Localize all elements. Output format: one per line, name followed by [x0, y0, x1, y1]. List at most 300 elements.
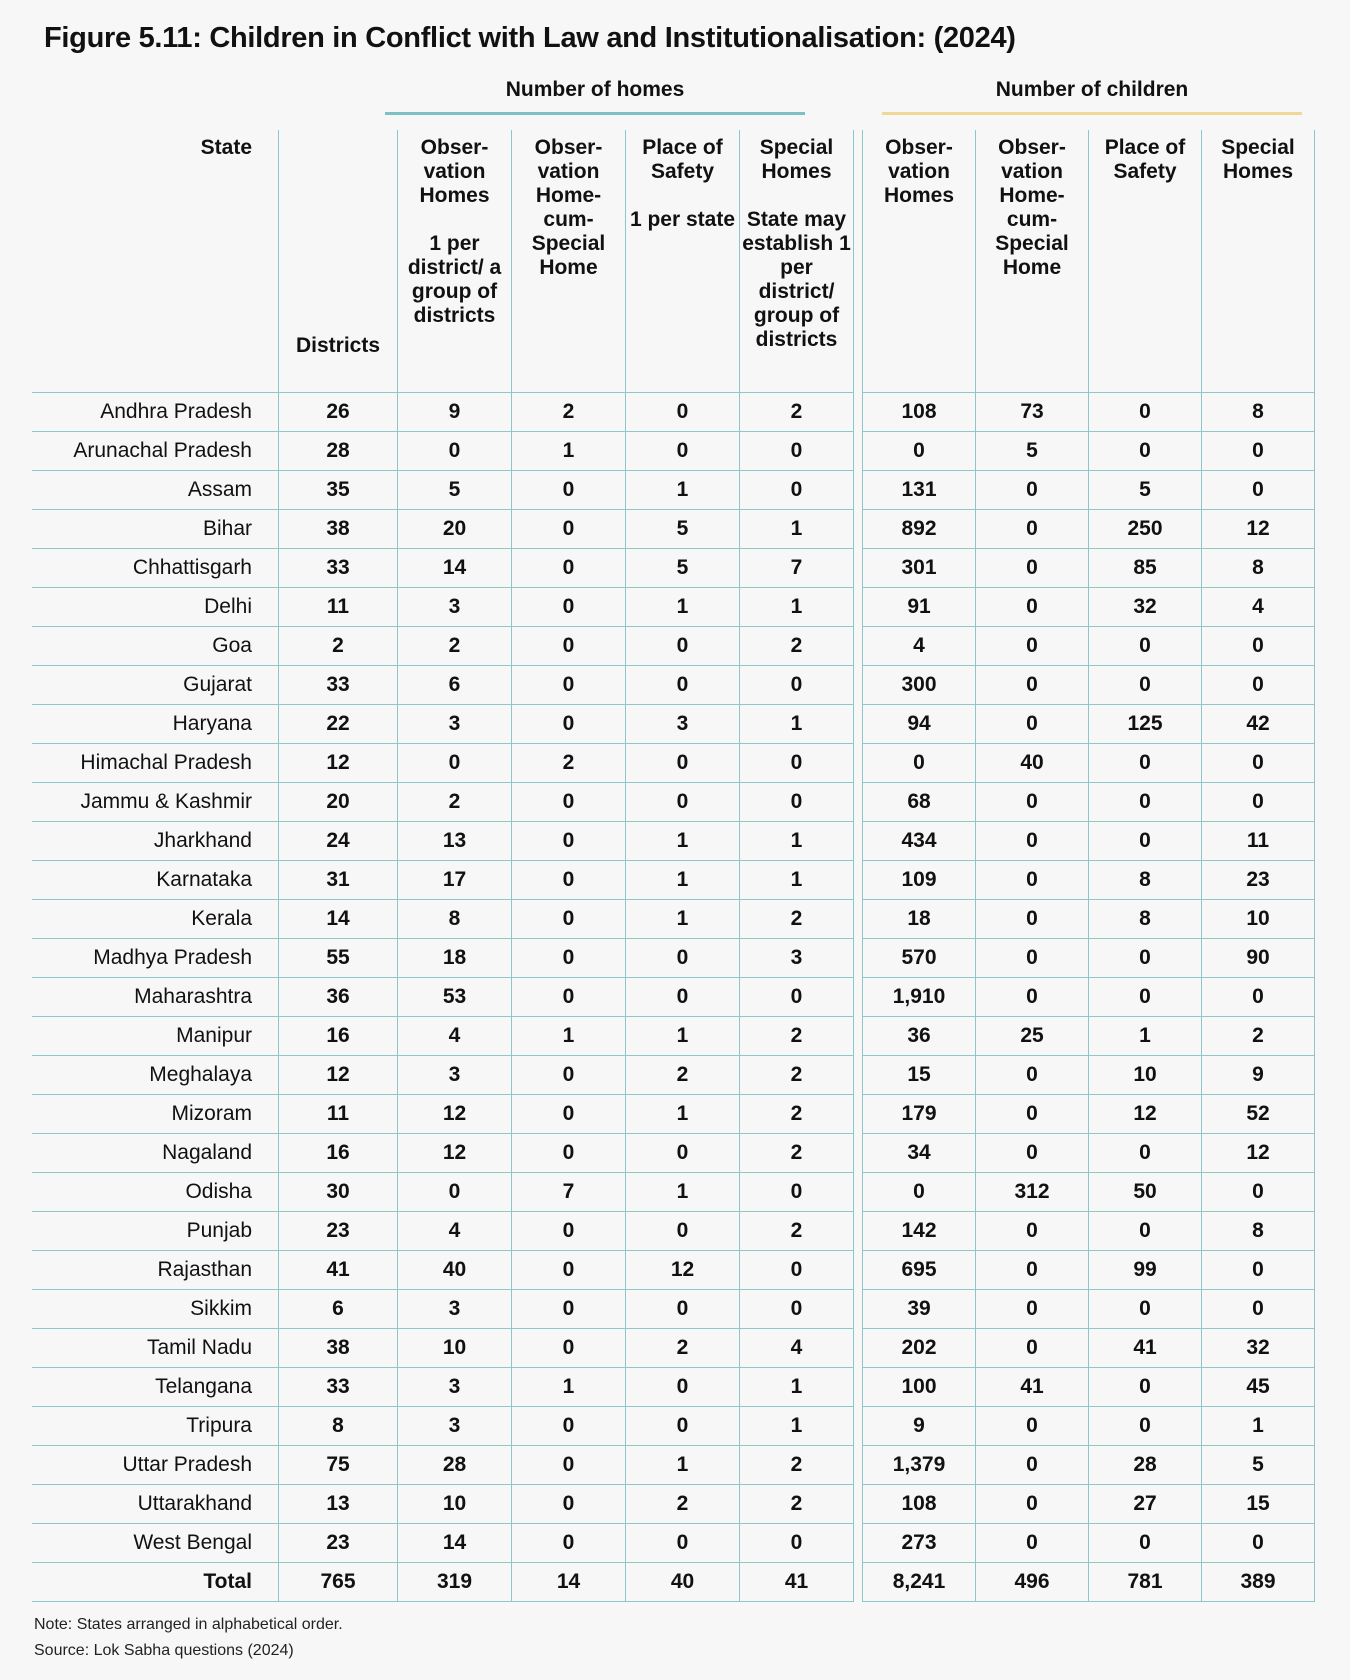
value-cell: 14 [398, 548, 512, 587]
value-cell: 0 [740, 1250, 854, 1289]
value-cell: 0 [512, 1094, 626, 1133]
value-cell: 0 [976, 1133, 1089, 1172]
value-cell: 9 [1202, 1055, 1315, 1094]
table-row [863, 665, 1315, 704]
value-cell: 0 [1089, 431, 1202, 470]
value-cell: 2 [626, 1484, 740, 1523]
value-cell: 0 [1202, 470, 1315, 509]
column-header-children-observation-cum-special: Obser-vation Home-cum-Special Home [976, 130, 1089, 392]
table-row [32, 1367, 854, 1406]
value-cell: 0 [626, 782, 740, 821]
state-name-cell: Delhi [32, 587, 279, 626]
value-cell: 40 [626, 1562, 740, 1601]
value-cell: 15 [863, 1055, 976, 1094]
column-sub: State may establish 1 per district/ group of districts [742, 208, 851, 351]
value-cell: 5 [1089, 470, 1202, 509]
value-cell: 2 [512, 392, 626, 431]
value-cell: 0 [1202, 431, 1315, 470]
value-cell: 0 [512, 1406, 626, 1445]
table-row [863, 1094, 1315, 1133]
column-name: Place of Safety [642, 136, 723, 183]
value-cell: 0 [398, 431, 512, 470]
value-cell: 695 [863, 1250, 976, 1289]
value-cell: 0 [512, 860, 626, 899]
table-row [863, 1406, 1315, 1445]
column-header-children-special: Special Homes [1202, 130, 1315, 392]
table-row [32, 665, 854, 704]
value-cell: 0 [626, 938, 740, 977]
children-table-body [863, 392, 1315, 1601]
value-cell: 8 [1089, 899, 1202, 938]
value-cell: 0 [512, 626, 626, 665]
column-header-children-place-of-safety: Place of Safety [1089, 130, 1202, 392]
value-cell: 1 [512, 1016, 626, 1055]
value-cell: 1 [626, 1016, 740, 1055]
value-cell: 1 [512, 1367, 626, 1406]
value-cell: 0 [512, 704, 626, 743]
value-cell: 0 [976, 899, 1089, 938]
value-cell: 1 [626, 470, 740, 509]
value-cell: 0 [740, 665, 854, 704]
column-name: Obser-vation Home-cum-Special Home [531, 136, 606, 279]
value-cell: 2 [740, 1055, 854, 1094]
value-cell: 4 [740, 1328, 854, 1367]
column-name: Obser-vation Homes [419, 136, 490, 207]
value-cell: 0 [512, 470, 626, 509]
table-row [32, 743, 854, 782]
value-cell: 8 [279, 1406, 398, 1445]
value-cell: 0 [512, 899, 626, 938]
value-cell: 389 [1202, 1562, 1315, 1601]
value-cell: 300 [863, 665, 976, 704]
value-cell: 31 [279, 860, 398, 899]
value-cell: 3 [398, 587, 512, 626]
value-cell: 1 [626, 1172, 740, 1211]
state-name-cell: Assam [32, 470, 279, 509]
value-cell: 0 [863, 1172, 976, 1211]
value-cell: 0 [512, 1289, 626, 1328]
value-cell: 0 [626, 1133, 740, 1172]
state-name-cell: Rajasthan [32, 1250, 279, 1289]
value-cell: 6 [279, 1289, 398, 1328]
value-cell: 0 [1202, 743, 1315, 782]
table-row [32, 821, 854, 860]
value-cell: 15 [1202, 1484, 1315, 1523]
value-cell: 10 [398, 1484, 512, 1523]
value-cell: 17 [398, 860, 512, 899]
value-cell: 14 [279, 899, 398, 938]
table-row [863, 899, 1315, 938]
value-cell: 3 [398, 1406, 512, 1445]
value-cell: 2 [740, 1133, 854, 1172]
state-name-cell: Haryana [32, 704, 279, 743]
table-row [863, 1289, 1315, 1328]
table-row [32, 1211, 854, 1250]
value-cell: 0 [976, 1094, 1089, 1133]
table-row [32, 1484, 854, 1523]
value-cell: 3 [398, 1055, 512, 1094]
homes-table [32, 130, 854, 1602]
value-cell: 0 [626, 626, 740, 665]
value-cell: 108 [863, 392, 976, 431]
value-cell: 20 [279, 782, 398, 821]
value-cell: 8 [1089, 860, 1202, 899]
value-cell: 0 [740, 977, 854, 1016]
state-name-cell: Gujarat [32, 665, 279, 704]
value-cell: 11 [1202, 821, 1315, 860]
value-cell: 0 [512, 1523, 626, 1562]
value-cell: 23 [279, 1523, 398, 1562]
value-cell: 7 [512, 1172, 626, 1211]
value-cell: 125 [1089, 704, 1202, 743]
value-cell: 11 [279, 587, 398, 626]
table-row [863, 431, 1315, 470]
value-cell: 5 [398, 470, 512, 509]
value-cell: 13 [279, 1484, 398, 1523]
value-cell: 3 [740, 938, 854, 977]
table-row [32, 1016, 854, 1055]
value-cell: 1 [626, 1094, 740, 1133]
value-cell: 0 [740, 1289, 854, 1328]
value-cell: 50 [1089, 1172, 1202, 1211]
value-cell: 32 [1202, 1328, 1315, 1367]
state-name-cell: West Bengal [32, 1523, 279, 1562]
value-cell: 42 [1202, 704, 1315, 743]
value-cell: 28 [398, 1445, 512, 1484]
value-cell: 34 [863, 1133, 976, 1172]
value-cell: 12 [398, 1133, 512, 1172]
value-cell: 41 [1089, 1328, 1202, 1367]
value-cell: 0 [976, 704, 1089, 743]
value-cell: 0 [512, 665, 626, 704]
value-cell: 20 [398, 509, 512, 548]
state-name-cell: Odisha [32, 1172, 279, 1211]
table-row [863, 587, 1315, 626]
value-cell: 73 [976, 392, 1089, 431]
table-row [863, 1367, 1315, 1406]
value-cell: 0 [740, 1523, 854, 1562]
value-cell: 2 [1202, 1016, 1315, 1055]
value-cell: 0 [863, 431, 976, 470]
table-row [32, 860, 854, 899]
value-cell: 2 [740, 1094, 854, 1133]
value-cell: 0 [1089, 743, 1202, 782]
children-accent-line [882, 112, 1302, 115]
value-cell: 0 [512, 509, 626, 548]
value-cell: 1 [1202, 1406, 1315, 1445]
value-cell: 1 [626, 860, 740, 899]
value-cell: 12 [1202, 1133, 1315, 1172]
state-name-cell: Maharashtra [32, 977, 279, 1016]
state-name-cell: Bihar [32, 509, 279, 548]
value-cell: 0 [1089, 1523, 1202, 1562]
value-cell: 0 [512, 977, 626, 1016]
table-row [32, 1328, 854, 1367]
column-header-children-observation: Obser-vation Homes [863, 130, 976, 392]
value-cell: 108 [863, 1484, 976, 1523]
value-cell: 250 [1089, 509, 1202, 548]
value-cell: 4 [398, 1211, 512, 1250]
value-cell: 781 [1089, 1562, 1202, 1601]
value-cell: 0 [512, 1250, 626, 1289]
value-cell: 85 [1089, 548, 1202, 587]
value-cell: 570 [863, 938, 976, 977]
table-row [863, 548, 1315, 587]
value-cell: 0 [512, 1484, 626, 1523]
value-cell: 8 [398, 899, 512, 938]
table-row [863, 1133, 1315, 1172]
value-cell: 0 [1089, 1133, 1202, 1172]
value-cell: 38 [279, 509, 398, 548]
column-sub: 1 per district/ a group of districts [407, 232, 502, 327]
value-cell: 33 [279, 665, 398, 704]
value-cell: 9 [398, 392, 512, 431]
state-name-cell: Total [32, 1562, 279, 1601]
value-cell: 0 [626, 1289, 740, 1328]
value-cell: 4 [863, 626, 976, 665]
value-cell: 0 [976, 1328, 1089, 1367]
table-row [32, 977, 854, 1016]
state-name-cell: Karnataka [32, 860, 279, 899]
value-cell: 36 [279, 977, 398, 1016]
column-sub: 1 per state [629, 208, 736, 231]
value-cell: 5 [626, 548, 740, 587]
value-cell: 0 [1202, 977, 1315, 1016]
value-cell: 202 [863, 1328, 976, 1367]
value-cell: 179 [863, 1094, 976, 1133]
state-name-cell: Meghalaya [32, 1055, 279, 1094]
value-cell: 10 [1089, 1055, 1202, 1094]
value-cell: 0 [976, 548, 1089, 587]
value-cell: 0 [976, 821, 1089, 860]
value-cell: 0 [976, 470, 1089, 509]
value-cell: 0 [976, 977, 1089, 1016]
value-cell: 100 [863, 1367, 976, 1406]
table-row [863, 1211, 1315, 1250]
value-cell: 0 [1089, 821, 1202, 860]
group-header-children-label: Number of children [995, 78, 1189, 101]
value-cell: 0 [626, 977, 740, 1016]
table-row [32, 1172, 854, 1211]
table-row [32, 1445, 854, 1484]
table-row [863, 743, 1315, 782]
table-row [32, 899, 854, 938]
table-row [863, 977, 1315, 1016]
figure-title: Figure 5.11: Children in Conflict with Law and Institutionalisation: (2024) [44, 22, 1016, 54]
value-cell: 0 [976, 626, 1089, 665]
table-row [863, 509, 1315, 548]
value-cell: 45 [1202, 1367, 1315, 1406]
value-cell: 0 [976, 860, 1089, 899]
value-cell: 11 [279, 1094, 398, 1133]
table-row [863, 626, 1315, 665]
total-row [32, 1562, 854, 1601]
value-cell: 41 [279, 1250, 398, 1289]
value-cell: 1 [740, 704, 854, 743]
state-name-cell: Chhattisgarh [32, 548, 279, 587]
value-cell: 0 [976, 587, 1089, 626]
value-cell: 0 [398, 1172, 512, 1211]
value-cell: 273 [863, 1523, 976, 1562]
table-row [32, 626, 854, 665]
value-cell: 23 [1202, 860, 1315, 899]
value-cell: 1 [512, 431, 626, 470]
state-name-cell: Himachal Pradesh [32, 743, 279, 782]
table-row [32, 1523, 854, 1562]
value-cell: 12 [279, 743, 398, 782]
state-name-cell: Uttarakhand [32, 1484, 279, 1523]
value-cell: 0 [512, 587, 626, 626]
value-cell: 2 [740, 392, 854, 431]
value-cell: 41 [740, 1562, 854, 1601]
value-cell: 0 [1202, 1172, 1315, 1211]
state-name-cell: Tripura [32, 1406, 279, 1445]
note-text: Note: States arranged in alphabetical order. [34, 1616, 343, 1633]
value-cell: 16 [279, 1016, 398, 1055]
value-cell: 0 [740, 743, 854, 782]
value-cell: 28 [1089, 1445, 1202, 1484]
value-cell: 109 [863, 860, 976, 899]
value-cell: 40 [976, 743, 1089, 782]
state-name-cell: Jharkhand [32, 821, 279, 860]
children-table [862, 130, 1315, 1602]
value-cell: 12 [1202, 509, 1315, 548]
value-cell: 0 [740, 782, 854, 821]
value-cell: 55 [279, 938, 398, 977]
value-cell: 0 [863, 743, 976, 782]
value-cell: 0 [1202, 626, 1315, 665]
value-cell: 14 [398, 1523, 512, 1562]
value-cell: 14 [512, 1562, 626, 1601]
value-cell: 12 [1089, 1094, 1202, 1133]
value-cell: 892 [863, 509, 976, 548]
value-cell: 319 [398, 1562, 512, 1601]
value-cell: 38 [279, 1328, 398, 1367]
table-row [863, 821, 1315, 860]
value-cell: 26 [279, 392, 398, 431]
value-cell: 1 [740, 821, 854, 860]
table-row [863, 1250, 1315, 1289]
value-cell: 12 [279, 1055, 398, 1094]
value-cell: 5 [1202, 1445, 1315, 1484]
value-cell: 1 [740, 587, 854, 626]
value-cell: 8 [1202, 1211, 1315, 1250]
value-cell: 10 [398, 1328, 512, 1367]
table-row [863, 860, 1315, 899]
value-cell: 0 [976, 1211, 1089, 1250]
table-row [32, 509, 854, 548]
value-cell: 1 [740, 860, 854, 899]
value-cell: 0 [976, 1289, 1089, 1328]
column-header-homes-special [740, 130, 854, 392]
table-row [863, 938, 1315, 977]
table-row [32, 392, 854, 431]
table-row [32, 1406, 854, 1445]
value-cell: 8 [1202, 392, 1315, 431]
value-cell: 0 [976, 1250, 1089, 1289]
value-cell: 99 [1089, 1250, 1202, 1289]
table-row [863, 1484, 1315, 1523]
group-header-homes [385, 78, 805, 115]
state-name-cell: Goa [32, 626, 279, 665]
value-cell: 0 [512, 1328, 626, 1367]
value-cell: 0 [976, 1445, 1089, 1484]
value-cell: 0 [1089, 392, 1202, 431]
value-cell: 0 [512, 1445, 626, 1484]
value-cell: 6 [398, 665, 512, 704]
value-cell: 0 [626, 1406, 740, 1445]
state-name-cell: Andhra Pradesh [32, 392, 279, 431]
value-cell: 41 [976, 1367, 1089, 1406]
value-cell: 35 [279, 470, 398, 509]
value-cell: 2 [626, 1328, 740, 1367]
value-cell: 4 [1202, 587, 1315, 626]
value-cell: 0 [976, 1523, 1089, 1562]
total-row [863, 1562, 1315, 1601]
value-cell: 0 [1089, 626, 1202, 665]
value-cell: 36 [863, 1016, 976, 1055]
table-row [32, 1289, 854, 1328]
value-cell: 23 [279, 1211, 398, 1250]
table-row [863, 1523, 1315, 1562]
value-cell: 0 [740, 431, 854, 470]
table-row [32, 938, 854, 977]
value-cell: 2 [398, 782, 512, 821]
table-row [863, 782, 1315, 821]
table-row [863, 1172, 1315, 1211]
value-cell: 5 [976, 431, 1089, 470]
value-cell: 1 [740, 1367, 854, 1406]
state-name-cell: Madhya Pradesh [32, 938, 279, 977]
state-name-cell: Arunachal Pradesh [32, 431, 279, 470]
homes-table-body [32, 392, 854, 1601]
table-row [32, 470, 854, 509]
value-cell: 0 [976, 1055, 1089, 1094]
value-cell: 1 [740, 1406, 854, 1445]
value-cell: 68 [863, 782, 976, 821]
value-cell: 2 [740, 626, 854, 665]
state-name-cell: Punjab [32, 1211, 279, 1250]
value-cell: 32 [1089, 587, 1202, 626]
value-cell: 1,379 [863, 1445, 976, 1484]
value-cell: 22 [279, 704, 398, 743]
value-cell: 0 [1089, 782, 1202, 821]
value-cell: 142 [863, 1211, 976, 1250]
table-row [32, 1055, 854, 1094]
value-cell: 1 [626, 821, 740, 860]
value-cell: 30 [279, 1172, 398, 1211]
value-cell: 0 [976, 509, 1089, 548]
value-cell: 2 [398, 626, 512, 665]
value-cell: 24 [279, 821, 398, 860]
value-cell: 18 [398, 938, 512, 977]
value-cell: 13 [398, 821, 512, 860]
table-row [863, 470, 1315, 509]
value-cell: 0 [1089, 1367, 1202, 1406]
group-header-children [882, 78, 1302, 115]
value-cell: 0 [1089, 665, 1202, 704]
value-cell: 4 [398, 1016, 512, 1055]
value-cell: 0 [398, 743, 512, 782]
table-row [32, 1250, 854, 1289]
group-header-homes-label: Number of homes [505, 78, 685, 101]
footnotes [34, 1612, 343, 1664]
value-cell: 0 [740, 1172, 854, 1211]
value-cell: 2 [740, 1211, 854, 1250]
value-cell: 33 [279, 548, 398, 587]
state-name-cell: Mizoram [32, 1094, 279, 1133]
value-cell: 0 [626, 1523, 740, 1562]
